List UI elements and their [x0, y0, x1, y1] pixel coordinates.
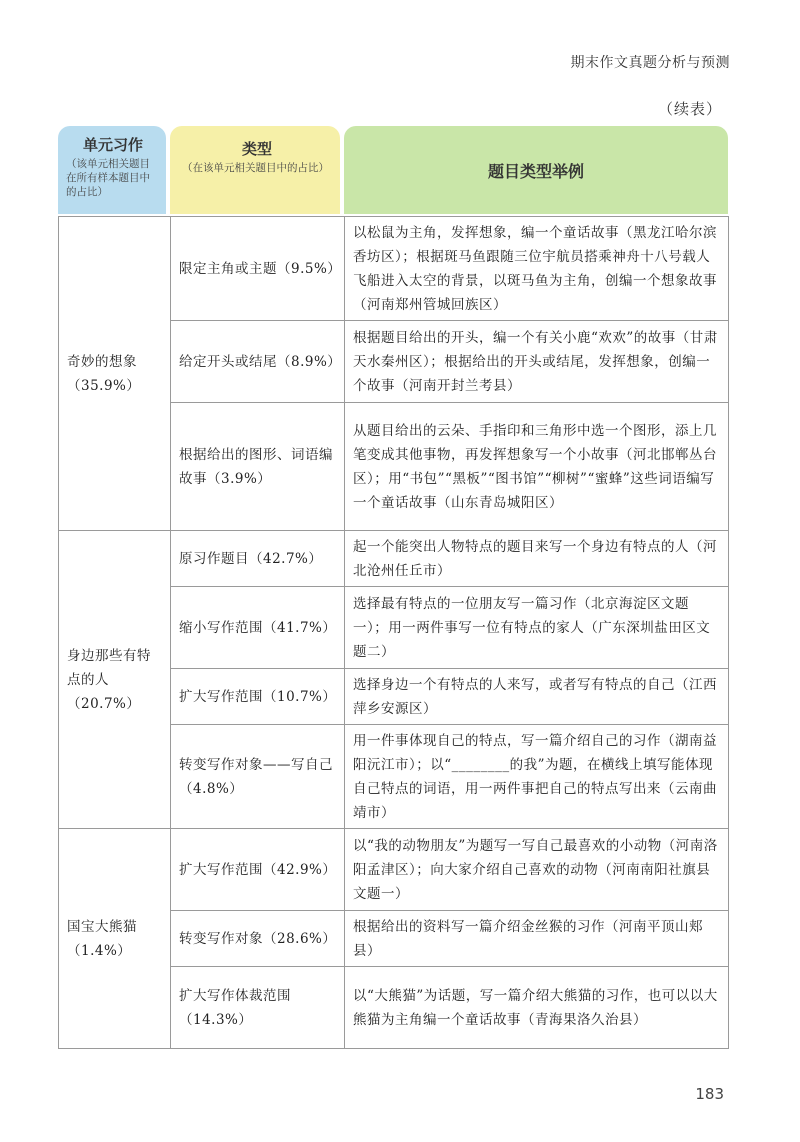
example-cell: 选择身边一个有特点的人来写，或者写有特点的自己（江西萍乡安源区）: [345, 669, 729, 725]
unit-header-title: 单元习作: [82, 136, 143, 154]
type-cell: 原习作题目（42.7%）: [171, 531, 345, 587]
type-cell: 缩小写作范围（41.7%）: [171, 587, 345, 669]
table-row: [59, 829, 729, 911]
type-cell: 扩大写作范围（10.7%）: [171, 669, 345, 725]
type-column-header: [170, 126, 340, 214]
type-header-note: （在该单元相关题目中的占比）: [182, 162, 329, 174]
continued-label: （续表）: [657, 100, 722, 118]
table-row: [59, 217, 729, 321]
type-cell: 扩大写作体裁范围（14.3%）: [171, 967, 345, 1049]
running-title: 期末作文真题分析与预测: [570, 55, 730, 71]
type-cell: 限定主角或主题（9.5%）: [171, 217, 345, 321]
example-cell: 根据题目给出的开头，编一个有关小鹿“欢欢”的故事（甘肃天水秦州区）；根据给出的开头或结尾，发挥想象，创编一个故事（河南开封兰考县）: [345, 321, 729, 403]
type-header-title: 类型: [241, 140, 272, 158]
example-cell: 以“大熊猫”为话题，写一篇介绍大熊猫的习作，也可以以大熊猫为主角编一个童话故事（青海果洛久治县）: [345, 967, 729, 1049]
unit-cell-panda: 国宝大熊猫（1.4%）: [59, 829, 171, 1049]
example-cell: 选择最有特点的一位朋友写一篇习作（北京海淀区文题一）；用一两件事写一位有特点的家人（广东深圳盐田区文题二）: [345, 587, 729, 669]
type-cell: 转变写作对象——写自己（4.8%）: [171, 725, 345, 829]
example-cell: 起一个能突出人物特点的题目来写一个身边有特点的人（河北沧州任丘市）: [345, 531, 729, 587]
type-cell: 扩大写作范围（42.9%）: [171, 829, 345, 911]
page-number: 183: [695, 1085, 724, 1103]
unit-column-header: [58, 126, 166, 214]
table-row: [59, 531, 729, 587]
topic-analysis-table: [58, 216, 729, 1049]
example-cell: 以松鼠为主角，发挥想象，编一个童话故事（黑龙江哈尔滨香坊区）；根据斑马鱼跟随三位宇航员搭乘神舟十八号载人飞船进入太空的背景，以斑马鱼为主角，创编一个想象故事（河南郑州管城回族区）: [345, 217, 729, 321]
type-cell: 根据给出的图形、词语编故事（3.9%）: [171, 403, 345, 531]
example-header-title: 题目类型举例: [487, 161, 584, 181]
unit-cell-special-people: 身边那些有特点的人（20.7%）: [59, 531, 171, 829]
type-cell: 转变写作对象（28.6%）: [171, 911, 345, 967]
unit-header-note: （该单元相关题目在所有样本题目中的占比）: [66, 158, 150, 198]
example-cell: 以“我的动物朋友”为题写一写自己最喜欢的小动物（河南洛阳孟津区）；向大家介绍自己喜欢的动物（河南南阳社旗县文题一）: [345, 829, 729, 911]
example-column-header: [344, 126, 728, 214]
type-cell: 给定开头或结尾（8.9%）: [171, 321, 345, 403]
unit-cell-imagination: 奇妙的想象（35.9%）: [59, 217, 171, 531]
example-cell: 根据给出的资料写一篇介绍金丝猴的习作（河南平顶山郏县）: [345, 911, 729, 967]
example-cell: 用一件事体现自己的特点，写一篇介绍自己的习作（湖南益阳沅江市）；以“________的我”为题，在横线上填写能体现自己特点的词语，用一两件事把自己的特点写出来（云南曲靖市）: [345, 725, 729, 829]
example-cell: 从题目给出的云朵、手指印和三角形中选一个图形，添上几笔变成其他事物，再发挥想象写一个小故事（河北邯郸丛台区）；用“书包”“黑板”“图书馆”“柳树”“蜜蜂”这些词语编写一个童话故事（山东青岛城阳区）: [345, 403, 729, 531]
